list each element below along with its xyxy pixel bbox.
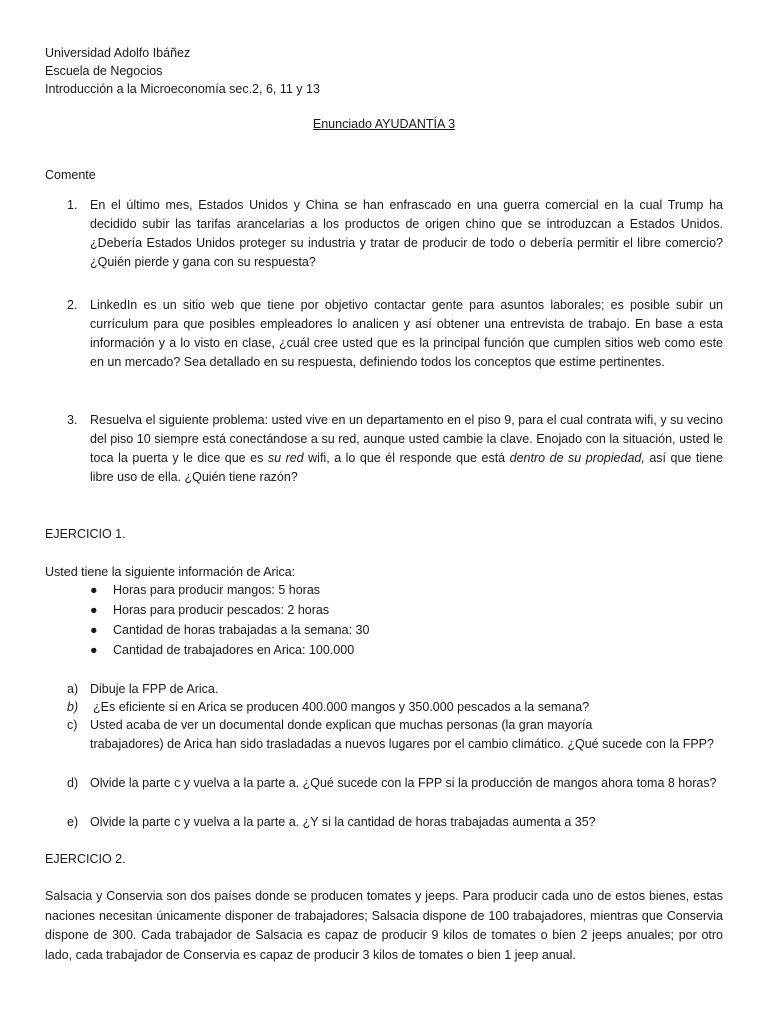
ejercicio1-heading: EJERCICIO 1.	[45, 527, 126, 541]
arica-info-list	[90, 580, 369, 660]
item-number: 2.	[67, 298, 78, 312]
item-number: 1.	[67, 198, 78, 212]
document-title: Enunciado AYUDANTÍA 3	[312, 117, 456, 131]
document-header	[45, 44, 320, 98]
emphasis-su-red: su red	[267, 451, 304, 465]
bullet-item: ● Cantidad de trabajadores en Arica: 100.000	[90, 640, 369, 660]
ejercicio1-intro: Usted tiene la siguiente información de Arica:	[45, 565, 296, 579]
comente-heading: Comente	[45, 168, 96, 182]
school-name: Escuela de Negocios	[45, 64, 163, 78]
bullet-item: ● Horas para producir pescados: 2 horas	[90, 600, 369, 620]
question-letter: a)	[67, 682, 79, 696]
ejercicio2-text: Salsacia y Conservia son dos países donde se producen tomates y jeeps. Para producir cada uno de estos bienes, estas naciones necesitan únicamente disponer de trabajadores; Salsacia dispone de 100 trabajadores, mientras que Conservia dispone de 300. Cada trabajador de Salsacia es capaz de producir 9 kilos de tomates o bien 2 jeeps anuales; por otro lado, cada trabajador de Conservia es capaz de producir 3 kilos de tomates o bien 1 jeep anual.	[45, 889, 723, 962]
emphasis-propiedad: dentro de su propiedad,	[509, 451, 645, 465]
question-text: ¿Es eficiente si en Arica se producen 400.000 mangos y 350.000 pescados a la semana?	[93, 700, 590, 714]
item-text: LinkedIn es un sitio web que tiene por objetivo contactar gente para asuntos laborales; es posible subir un currículum para que posibles empleadores lo analicen y así obtener una entrevista de trabajo. En base a esta información y a lo visto en clase, ¿cuál cree usted que es la principal función que cumplen sitios web como este en un mercado? Sea detallado en su respuesta, definiendo todos los conceptos que estime pertinentes.	[90, 298, 723, 369]
bullet-item: ● Horas para producir mangos: 5 horas	[90, 580, 369, 600]
question-text: Olvide la parte c y vuelva a la parte a. ¿Y si la cantidad de horas trabajadas aumenta a 35?	[90, 815, 596, 829]
question-text: Olvide la parte c y vuelva a la parte a. ¿Qué sucede con la FPP si la producción de mangos ahora toma 8 horas?	[90, 776, 717, 790]
bullet-icon: ●	[90, 643, 98, 657]
bullet-icon: ●	[90, 603, 98, 617]
question-letter: c)	[67, 718, 78, 732]
bullet-item: ● Cantidad de horas trabajadas a la semana: 30	[90, 620, 369, 640]
question-text: Usted acaba de ver un documental donde explican que muchas personas (la gran mayoría trabajadores) de Arica han sido trasladadas a nuevos lugares por el cambio climático. ¿Qué sucede con la FPP?	[90, 718, 714, 751]
question-letter: e)	[67, 815, 79, 829]
course-name: Introducción a la Microeconomía sec.2, 6, 11 y 13	[45, 82, 320, 96]
bullet-icon: ●	[90, 583, 98, 597]
ejercicio2-heading: EJERCICIO 2.	[45, 852, 126, 866]
item-number: 3.	[67, 413, 78, 427]
university-name: Universidad Adolfo Ibáñez	[45, 46, 191, 60]
question-letter: d)	[67, 776, 79, 790]
item-text: Resuelva el siguiente problema: usted vive en un departamento en el piso 9, para el cual contrata wifi, y su vecino del piso 10 siempre está conectándose a su red, aunque usted cambie la clave. Enojado con la situación, usted le toca la puerta y le dice que es su red wifi, a lo que él responde que está dentro de su propiedad, así que tiene libre uso de ella. ¿Quién tiene razón?	[90, 413, 723, 484]
bullet-icon: ●	[90, 623, 98, 637]
item-text: En el último mes, Estados Unidos y China se han enfrascado en una guerra comercial en la cual Trump ha decidido subir las tarifas arancelarias a los productos de origen chino que se introduzcan a Estados Unidos. ¿Debería Estados Unidos proteger su industria y tratar de producir de todo o debería permitir el libre comercio? ¿Quién pierde y gana con su respuesta?	[90, 198, 723, 269]
question-text: Dibuje la FPP de Arica.	[90, 682, 219, 696]
question-letter: b)	[67, 700, 79, 714]
